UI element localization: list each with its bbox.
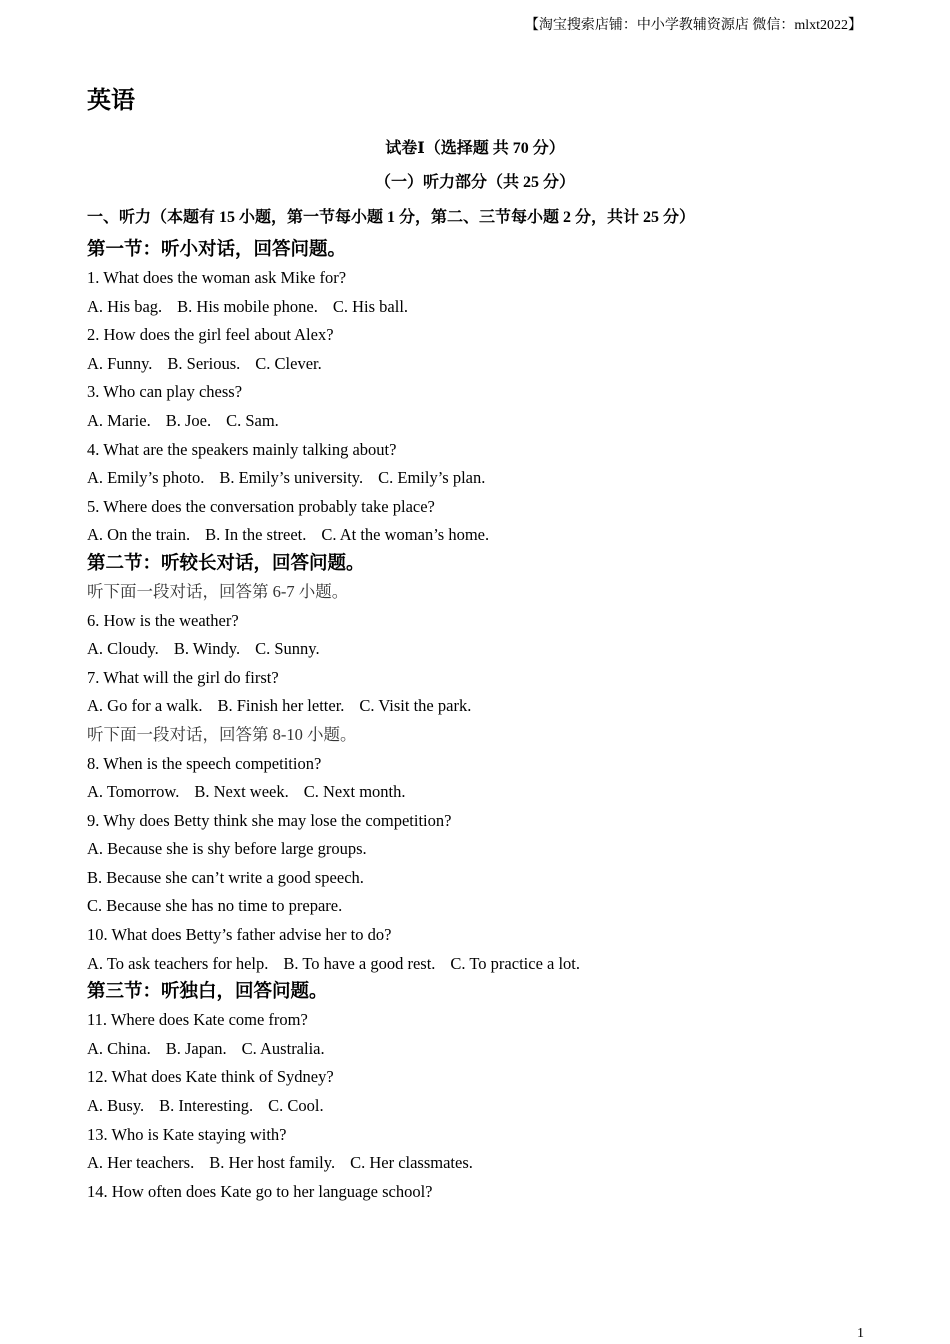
exam-content — [87, 80, 887, 1206]
option-c: C. Sam. — [226, 410, 279, 430]
option-b: B. Japan. — [165, 1038, 227, 1058]
question-13: 13. Who is Kate staying with? — [87, 1124, 287, 1144]
option-c: C. Emily’s plan. — [378, 468, 486, 488]
question-1-options — [87, 293, 887, 322]
question-7: 7. What will the girl do first? — [87, 667, 279, 687]
question-8: 8. When is the speech competition? — [87, 753, 322, 773]
option-a: A. Her teachers. — [87, 1153, 195, 1173]
question-10: 10. What does Betty’s father advise her to do? — [87, 925, 392, 945]
paper-title: 试卷Ⅰ（选择题 共 70 分） — [385, 140, 565, 157]
question-9-option-c: C. Because she has no time to prepare. — [87, 896, 343, 916]
question-7-options — [87, 692, 887, 721]
question-1: 1. What does the woman ask Mike for? — [87, 268, 347, 287]
question-2-options — [87, 350, 887, 379]
question-9: 9. Why does Betty think she may lose the competition? — [87, 810, 452, 830]
option-c: C. Australia. — [241, 1038, 325, 1058]
question-10-options — [87, 950, 887, 979]
question-6-options — [87, 635, 887, 664]
option-a: A. Go for a walk. — [87, 696, 203, 716]
question-5-options — [87, 521, 887, 550]
option-b: B. Her host family. — [209, 1153, 336, 1173]
question-9-option-a: A. Because she is shy before large groups. — [87, 839, 367, 859]
question-12-options — [87, 1092, 887, 1121]
option-a: A. His bag. — [87, 296, 163, 316]
option-b: B. Serious. — [167, 353, 241, 373]
dialogue-intro-6-7: 听下面一段对话，回答第 6-7 小题。 — [87, 581, 349, 601]
option-a: A. On the train. — [87, 525, 191, 545]
question-14: 14. How often does Kate go to her language school? — [87, 1181, 433, 1201]
option-c: C. Next month. — [303, 782, 406, 802]
question-4-options — [87, 464, 887, 493]
question-11-options — [87, 1035, 887, 1064]
question-2: 2. How does the girl feel about Alex? — [87, 325, 334, 345]
option-a: A. Cloudy. — [87, 639, 159, 659]
question-9-option-b: B. Because she can’t write a good speech. — [87, 867, 364, 887]
option-c: C. Cool. — [268, 1096, 324, 1116]
option-c: C. Visit the park. — [359, 696, 472, 716]
question-6: 6. How is the weather? — [87, 610, 239, 630]
option-c: C. At the woman’s home. — [321, 525, 490, 545]
subject-title: 英语 — [87, 86, 135, 114]
question-8-options — [87, 778, 887, 807]
question-3: 3. Who can play chess? — [87, 382, 243, 402]
option-b: B. To have a good rest. — [283, 953, 436, 973]
option-c: C. His ball. — [332, 296, 409, 316]
option-b: B. His mobile phone. — [177, 296, 318, 316]
option-c: C. To practice a lot. — [450, 953, 581, 973]
option-b: B. Emily’s university. — [219, 468, 364, 488]
option-a: A. Emily’s photo. — [87, 468, 205, 488]
question-4: 4. What are the speakers mainly talking about? — [87, 439, 397, 459]
option-a: A. To ask teachers for help. — [87, 953, 269, 973]
page-number: 1 — [857, 1326, 864, 1341]
option-c: C. Her classmates. — [350, 1153, 473, 1173]
option-b: B. Finish her letter. — [217, 696, 345, 716]
question-12: 12. What does Kate think of Sydney? — [87, 1067, 334, 1087]
option-a: A. Funny. — [87, 353, 153, 373]
listening-heading: 一、听力（本题有 15 小题，第一节每小题 1 分，第二、三节每小题 2 分，共计 25 分） — [87, 209, 696, 226]
question-5: 5. Where does the conversation probably take place? — [87, 496, 435, 516]
option-b: B. Windy. — [173, 639, 241, 659]
option-c: C. Sunny. — [255, 639, 320, 659]
option-b: B. Joe. — [165, 410, 212, 430]
part-title: （一）听力部分（共 25 分） — [374, 174, 575, 191]
option-a: A. Busy. — [87, 1096, 145, 1116]
option-c: C. Clever. — [255, 353, 322, 373]
question-13-options — [87, 1149, 887, 1178]
section3-heading: 第三节：听独白，回答问题。 — [87, 981, 328, 1003]
section1-heading: 第一节：听小对话，回答问题。 — [87, 239, 347, 260]
question-11: 11. Where does Kate come from? — [87, 1010, 308, 1030]
option-a: A. China. — [87, 1038, 151, 1058]
option-a: A. Tomorrow. — [87, 782, 180, 802]
dialogue-intro-8-10: 听下面一段对话，回答第 8-10 小题。 — [87, 724, 357, 744]
question-3-options — [87, 407, 887, 436]
option-b: B. In the street. — [205, 525, 307, 545]
option-b: B. Interesting. — [159, 1096, 254, 1116]
option-b: B. Next week. — [194, 782, 289, 802]
store-watermark-note: 【淘宝搜索店铺：中小学教辅资源店 微信：mlxt2022】 — [524, 18, 862, 33]
section2-heading: 第二节：听较长对话，回答问题。 — [87, 552, 365, 574]
option-a: A. Marie. — [87, 410, 151, 430]
